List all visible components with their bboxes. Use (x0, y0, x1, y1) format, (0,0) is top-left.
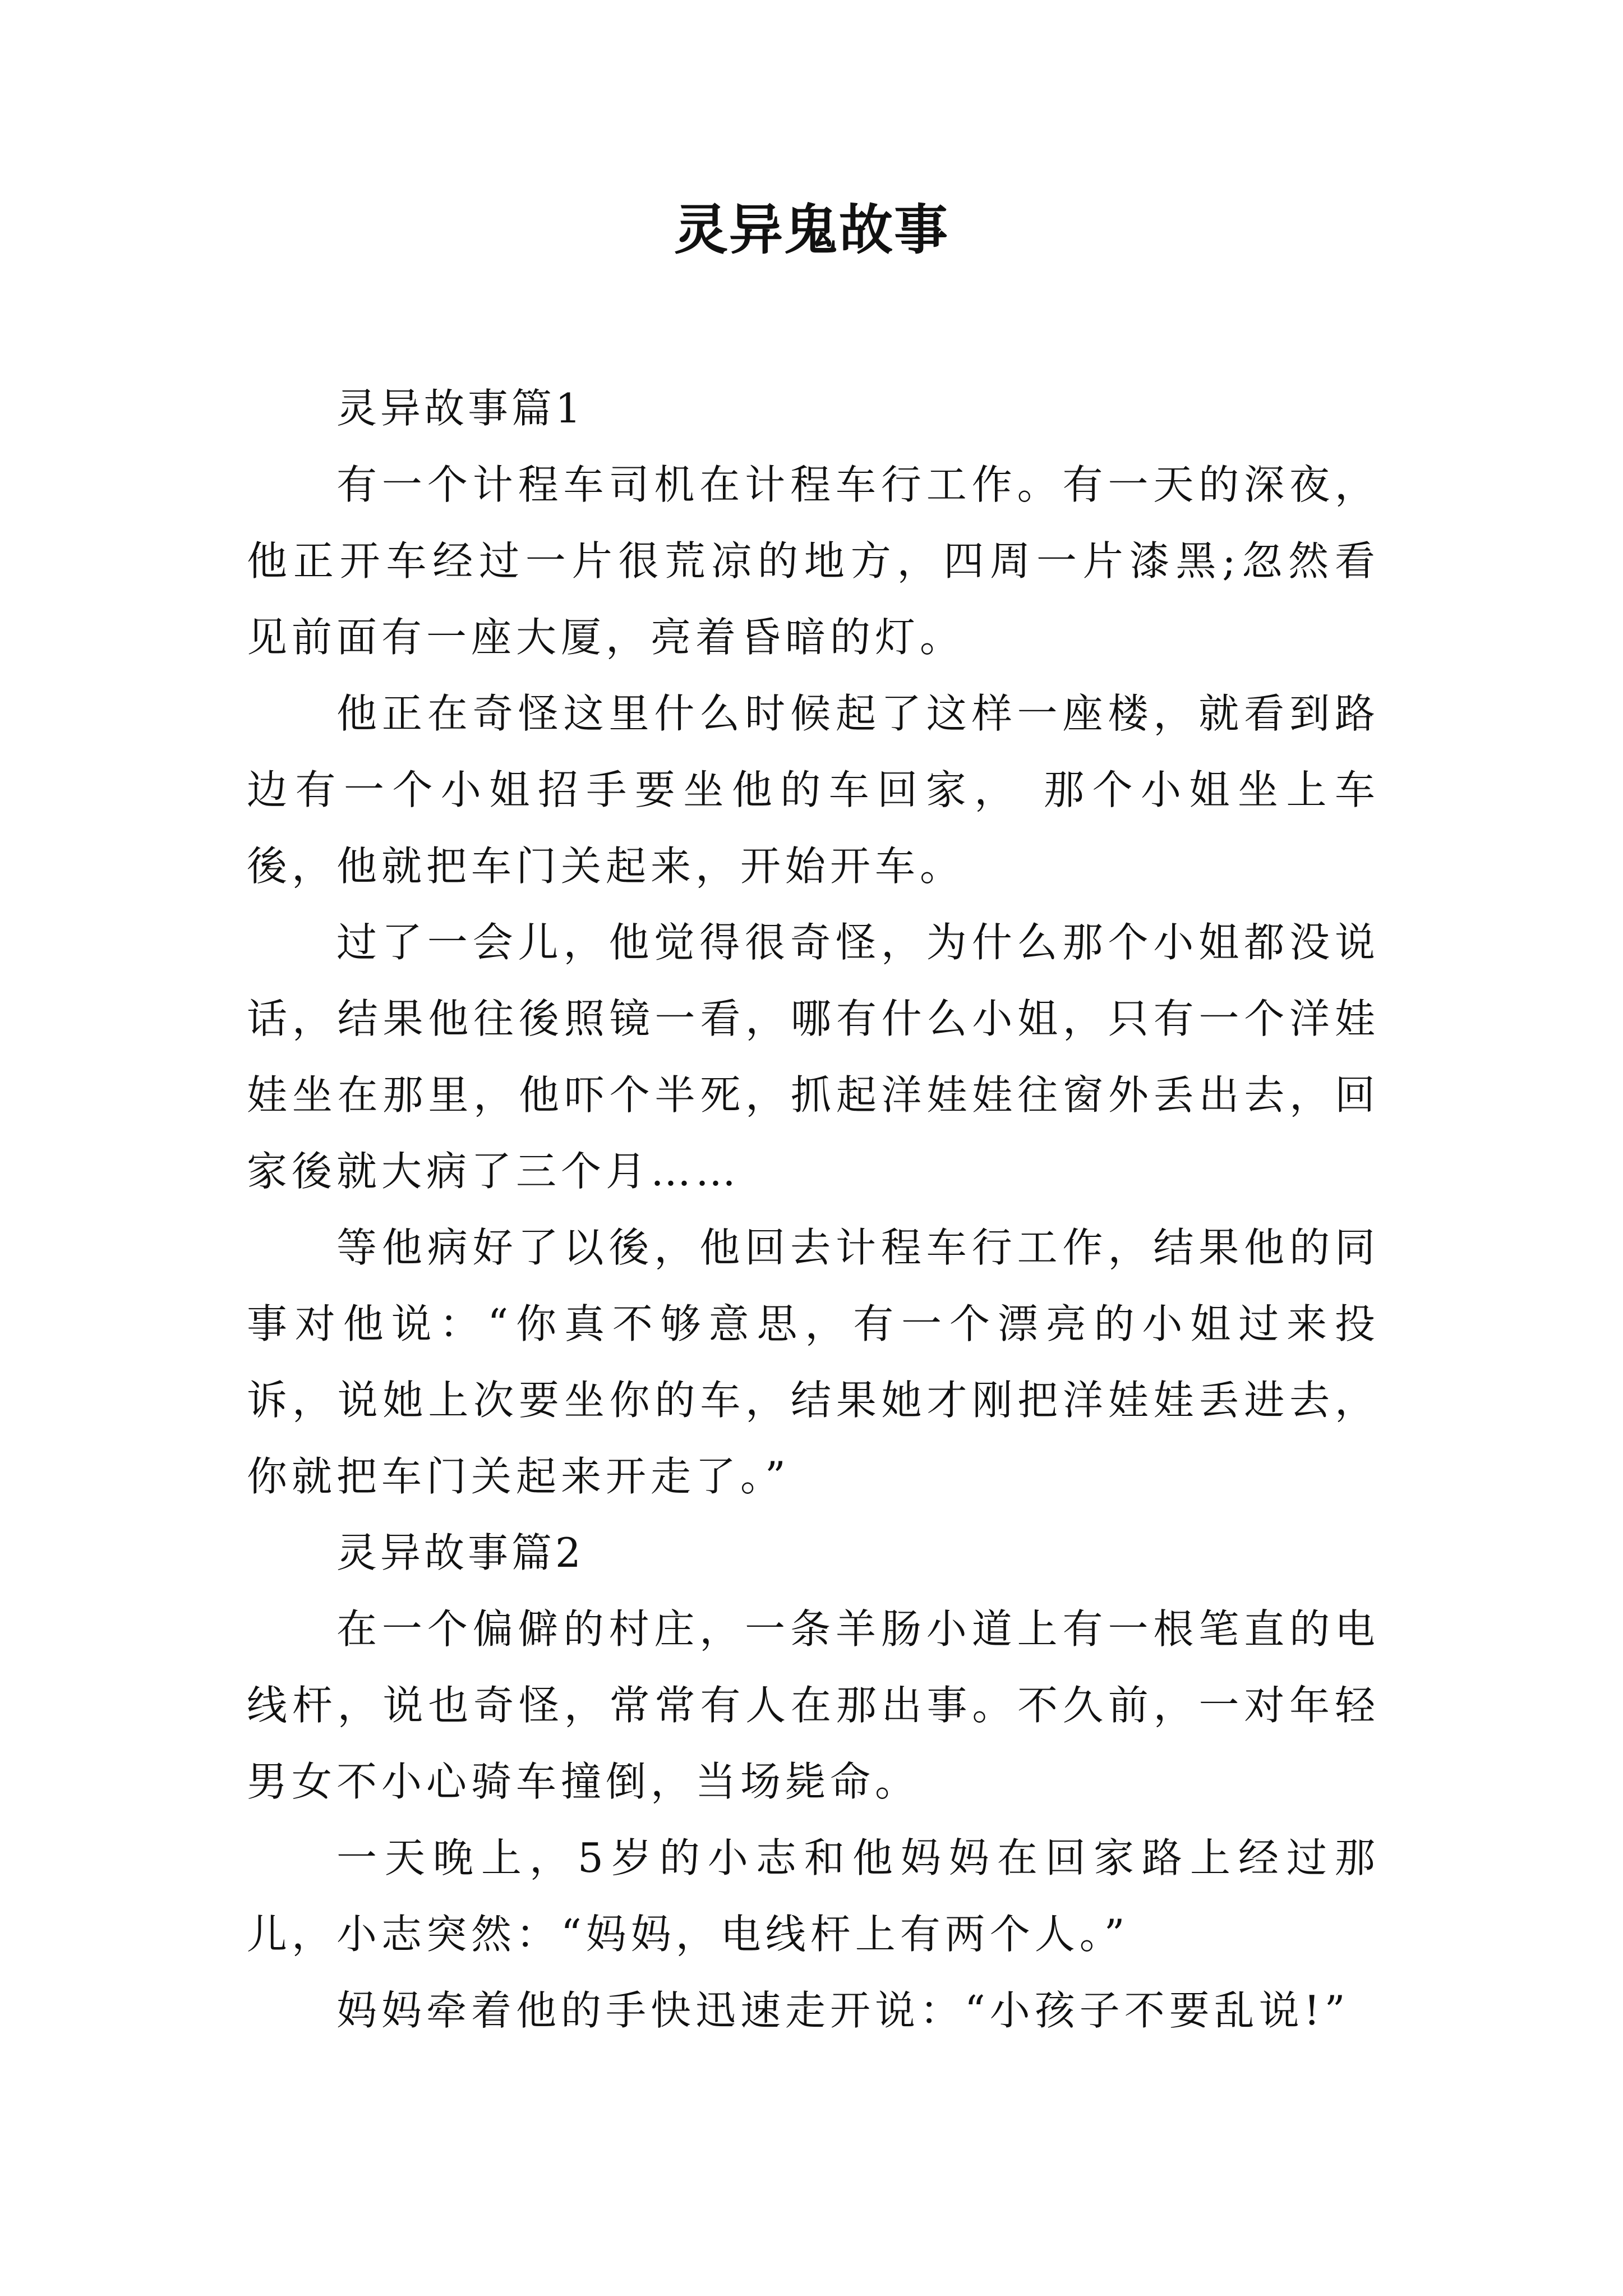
paragraph-3: 过了一会儿，他觉得很奇怪，为什么那个小姐都没说话，结果他往後照镜一看，哪有什么小姐，只有一个洋娃娃坐在那里，他吓个半死，抓起洋娃娃往窗外丢出去，回家後就大病了三个月…… (247, 919, 1380, 1195)
section-heading-1: 灵异故事篇1 (336, 385, 584, 432)
document-title: 灵异鬼故事 (674, 199, 949, 261)
section-heading-2: 灵异故事篇2 (336, 1529, 584, 1576)
paragraph-5: 在一个偏僻的村庄，一条羊肠小道上有一根笔直的电线杆，说也奇怪，常常有人在那出事。不久前，一对年轻男女不小心骑车撞倒，当场毙命。 (247, 1605, 1380, 1805)
paragraph-1: 有一个计程车司机在计程车行工作。有一天的深夜，他正开车经过一片很荒凉的地方，四周一片漆黑;忽然看见前面有一座大厦，亮着昏暗的灯。 (247, 461, 1380, 661)
paragraph-4: 等他病好了以後，他回去计程车行工作，结果他的同事对他说：“你真不够意思，有一个漂亮的小姐过来投诉，说她上次要坐你的车，结果她才刚把洋娃娃丢进去，你就把车门关起来开走了。” (247, 1224, 1380, 1500)
paragraph-6: 一天晚上，5岁的小志和他妈妈在回家路上经过那儿，小志突然：“妈妈，电线杆上有两个人。” (247, 1834, 1380, 1958)
document-body (247, 370, 1380, 2049)
paragraph-2: 他正在奇怪这里什么时候起了这样一座楼，就看到路边有一个小姐招手要坐他的车回家， 那个小姐坐上车後，他就把车门关起来，开始开车。 (247, 690, 1380, 890)
paragraph-7: 妈妈牵着他的手快迅速走开说：“小孩子不要乱说!” (336, 1987, 1350, 2034)
